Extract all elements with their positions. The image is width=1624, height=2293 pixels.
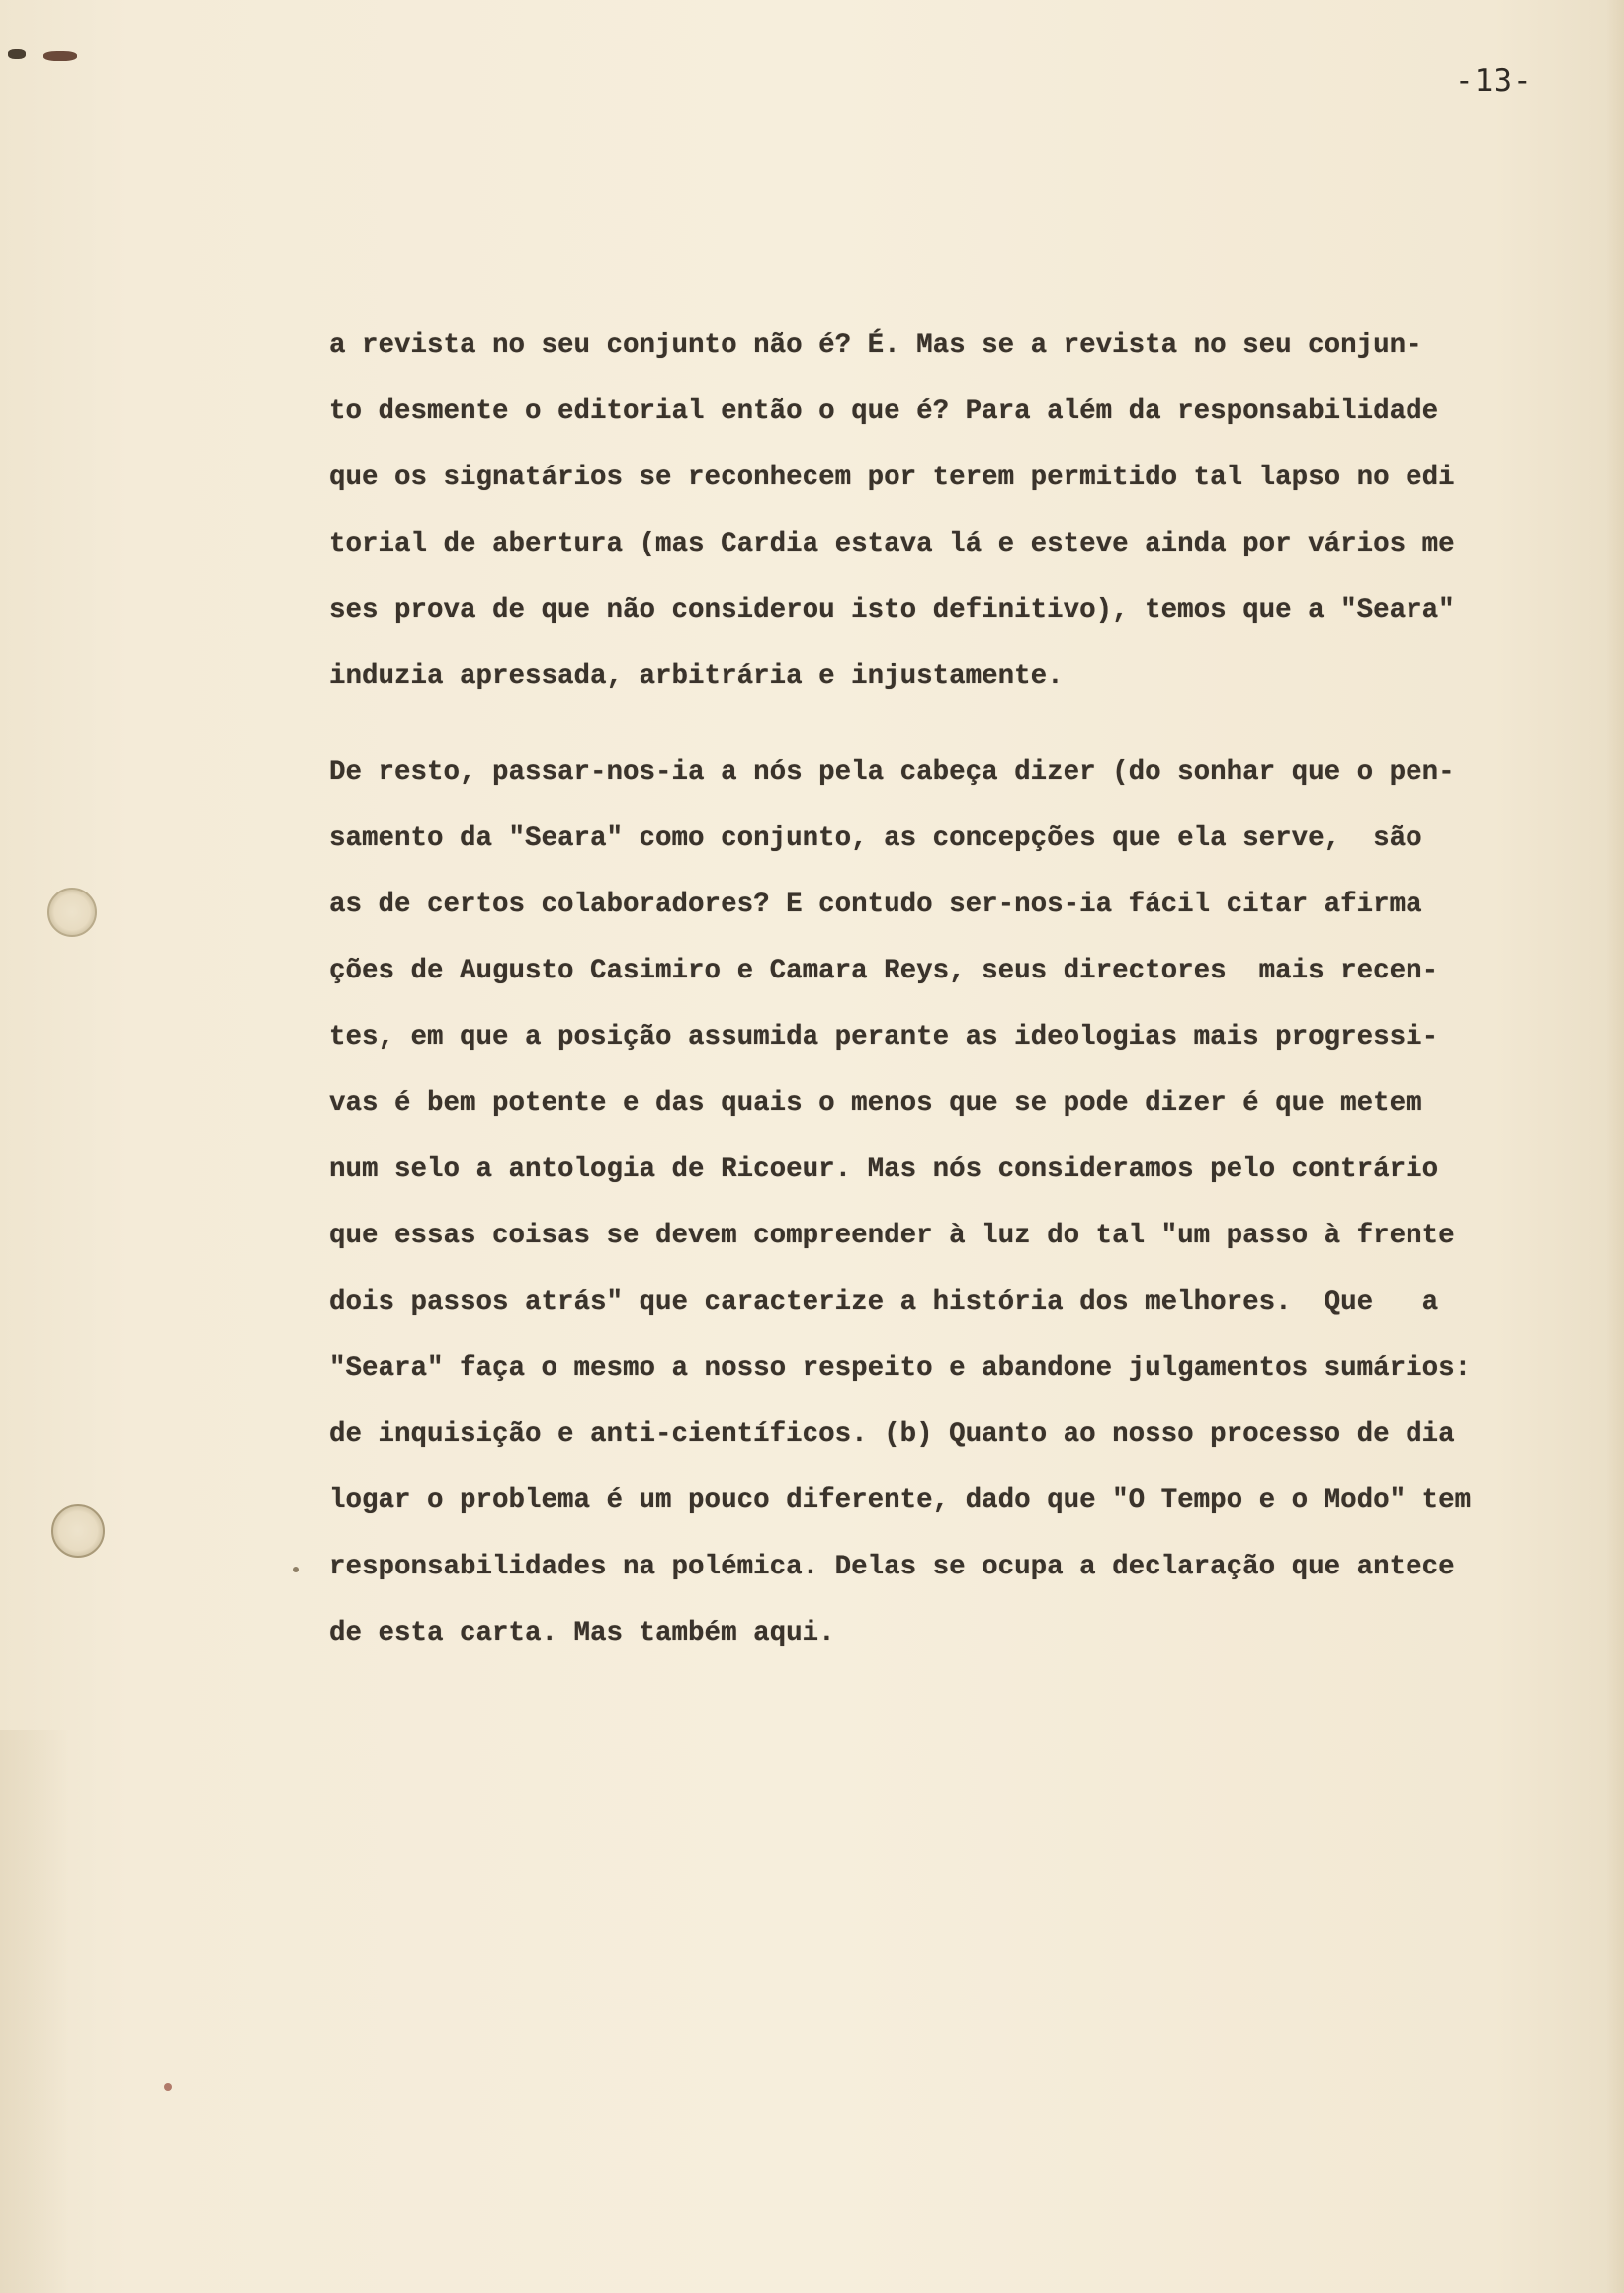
text-line: as de certos colaboradores? E contudo ser-nos-ia fácil citar afirma <box>329 890 1422 920</box>
text-line: "Seara" faça o mesmo a nosso respeito e abandone julgamentos sumários: <box>329 1353 1472 1384</box>
paragraph-1 <box>329 312 1577 710</box>
text-line: samento da "Seara" como conjunto, as concepções que ela serve, são <box>329 823 1422 854</box>
ink-mark <box>43 51 77 61</box>
text-line: logar o problema é um pouco diferente, dado que "O Tempo e o Modo" tem <box>329 1486 1472 1516</box>
text-line: vas é bem potente e das quais o menos que se pode dizer é que metem <box>329 1088 1422 1119</box>
text-line: induzia apressada, arbitrária e injustamente. <box>329 661 1064 692</box>
text-line: que os signatários se reconhecem por terem permitido tal lapso no edi <box>329 463 1455 493</box>
text-line: de inquisição e anti-científicos. (b) Quanto ao nosso processo de dia <box>329 1419 1455 1450</box>
text-line: dois passos atrás" que caracterize a história dos melhores. Que a <box>329 1287 1439 1317</box>
ink-mark <box>8 49 26 59</box>
typewritten-body <box>329 312 1577 1666</box>
text-line: tes, em que a posição assumida perante as ideologias mais progressi- <box>329 1022 1439 1053</box>
paper-fold-shadow <box>0 1730 69 2293</box>
text-line: to desmente o editorial então o que é? Para além da responsabilidade <box>329 396 1439 427</box>
text-line: responsabilidades na polémica. Delas se ocupa a declaração que antece <box>329 1552 1455 1582</box>
ink-dot <box>293 1567 299 1572</box>
punch-hole <box>51 1504 105 1558</box>
paper-edge-shadow <box>1606 0 1624 2293</box>
paragraph-gap <box>329 710 1577 739</box>
punch-hole <box>47 888 97 937</box>
text-line: ções de Augusto Casimiro e Camara Reys, seus directores mais recen- <box>329 956 1439 986</box>
text-line: que essas coisas se devem compreender à luz do tal "um passo à frente <box>329 1221 1455 1251</box>
ink-dot <box>164 2083 172 2091</box>
text-line: ses prova de que não considerou isto definitivo), temos que a "Seara" <box>329 595 1455 626</box>
paragraph-2 <box>329 739 1577 1666</box>
page-number: -13- <box>1455 63 1533 99</box>
text-line: de esta carta. Mas também aqui. <box>329 1618 835 1649</box>
text-line: De resto, passar-nos-ia a nós pela cabeça dizer (do sonhar que o pen- <box>329 757 1455 788</box>
text-line: num selo a antologia de Ricoeur. Mas nós consideramos pelo contrário <box>329 1154 1439 1185</box>
text-line: torial de abertura (mas Cardia estava lá e esteve ainda por vários me <box>329 529 1455 559</box>
text-line: a revista no seu conjunto não é? É. Mas se a revista no seu conjun- <box>329 330 1422 361</box>
